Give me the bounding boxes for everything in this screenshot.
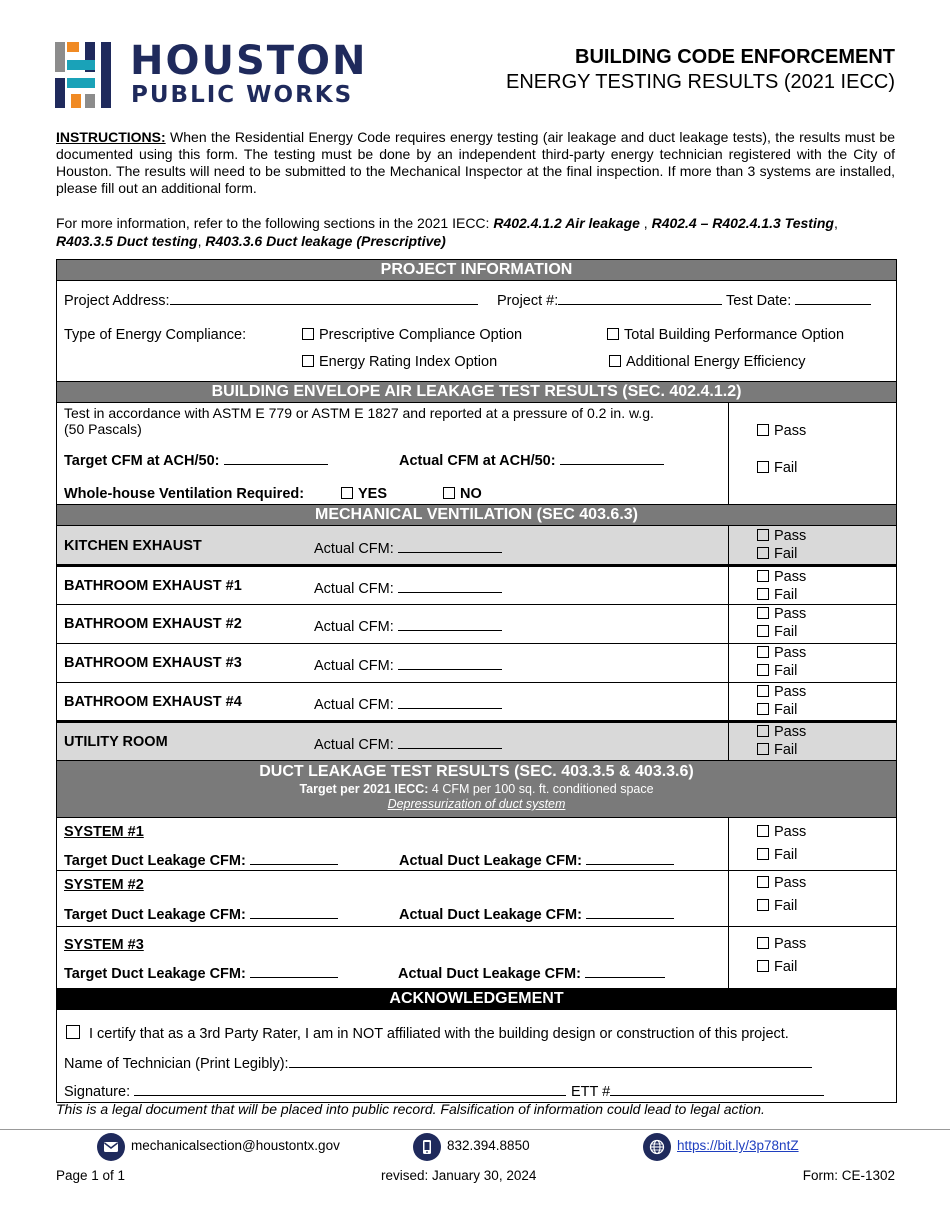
actual-duct-field[interactable] — [398, 963, 665, 982]
project-info-section — [57, 281, 896, 382]
cfm-label: Actual CFM: — [314, 697, 394, 713]
mechanical-ventilation-header: MECHANICAL VENTILATION (SEC 403.6.3) — [57, 505, 896, 526]
pass-checkbox[interactable] — [757, 875, 806, 891]
fail-checkbox[interactable] — [757, 742, 797, 758]
cfm-label: Actual CFM: — [314, 658, 394, 674]
sep: , — [197, 233, 206, 249]
mech-row-label: KITCHEN EXHAUST — [64, 538, 202, 554]
pass-checkbox[interactable] — [757, 824, 806, 840]
pass-label: Pass — [774, 645, 807, 661]
fail-label: Fail — [774, 663, 798, 679]
target-duct-field[interactable] — [64, 904, 338, 923]
duct-system-3 — [57, 927, 896, 989]
project-number-label: Project #: — [497, 293, 559, 309]
duct-pass-fail — [728, 927, 896, 988]
air-pass-checkbox[interactable] — [757, 423, 806, 439]
actual-duct-label: Actual Duct Leakage CFM: — [399, 853, 582, 869]
mech-row-label: BATHROOM EXHAUST #3 — [64, 655, 242, 671]
page-subtitle: ENERGY TESTING RESULTS (2021 IECC) — [506, 71, 895, 93]
fail-label: Fail — [774, 546, 798, 562]
ref-duct-leakage: R403.3.6 Duct leakage (Prescriptive) — [205, 233, 446, 249]
target-duct-label: Target Duct Leakage CFM: — [64, 907, 246, 923]
system-label: SYSTEM #1 — [64, 824, 144, 840]
fail-checkbox[interactable] — [757, 898, 797, 914]
total-building-option-checkbox[interactable] — [607, 327, 844, 343]
globe-icon — [643, 1133, 671, 1161]
target-duct-label: Target Duct Leakage CFM: — [64, 853, 246, 869]
air-leakage-section — [57, 403, 896, 505]
footer-email[interactable]: mechanicalsection@houstontx.gov — [131, 1138, 340, 1153]
pass-label: Pass — [774, 528, 807, 544]
project-address-label: Project Address: — [64, 293, 170, 309]
ventilation-required-label: Whole-house Ventilation Required: — [64, 486, 305, 502]
mech-pass-fail — [728, 526, 896, 564]
actual-duct-label: Actual Duct Leakage CFM: — [398, 966, 581, 982]
mech-pass-fail — [728, 605, 896, 643]
pass-checkbox[interactable] — [757, 528, 806, 544]
mech-row-bath4 — [57, 683, 896, 723]
footer-link[interactable]: https://bit.ly/3p78ntZ — [677, 1138, 799, 1153]
actual-duct-field[interactable] — [399, 850, 674, 869]
target-cfm-field[interactable] — [64, 450, 328, 469]
more-info-prefix: For more information, refer to the following sections in the 2021 IECC: — [56, 215, 494, 231]
duct-leakage-header-block — [57, 761, 896, 818]
mech-row-label: UTILITY ROOM — [64, 734, 168, 750]
acknowledgement-section — [57, 1010, 896, 1102]
technician-name-label: Name of Technician (Print Legibly): — [64, 1056, 289, 1072]
sep: , — [833, 215, 838, 231]
footer-divider — [0, 1129, 950, 1130]
fail-label: Fail — [774, 742, 798, 758]
ref-testing: R402.4 – R402.4.1.3 Testing — [651, 215, 834, 231]
prescriptive-option-checkbox[interactable] — [302, 327, 522, 343]
actual-duct-field[interactable] — [399, 904, 674, 923]
document-header — [506, 46, 895, 94]
fail-label: Fail — [774, 847, 798, 863]
cfm-label: Actual CFM: — [314, 581, 394, 597]
target-duct-field[interactable] — [64, 963, 338, 982]
pass-label: Pass — [774, 423, 807, 439]
mech-row-label: BATHROOM EXHAUST #2 — [64, 616, 242, 632]
logo-mark-icon — [55, 42, 121, 110]
fail-label: Fail — [774, 959, 798, 975]
fail-checkbox[interactable] — [757, 587, 797, 603]
fail-label: Fail — [774, 702, 798, 718]
pass-label: Pass — [774, 724, 807, 740]
fail-label: Fail — [774, 587, 798, 603]
duct-leakage-header: DUCT LEAKAGE TEST RESULTS (SEC. 403.3.5 & 403.3.6) — [259, 763, 694, 780]
note-line2: (50 Pascals) — [64, 421, 142, 437]
fail-checkbox[interactable] — [757, 959, 797, 975]
certify-checkbox[interactable] — [66, 1025, 789, 1042]
logo-text-public-works: PUBLIC WORKS — [131, 82, 354, 108]
duct-pass-fail — [728, 871, 896, 926]
fail-label: Fail — [774, 898, 798, 914]
project-info-header: PROJECT INFORMATION — [57, 260, 896, 281]
duct-target-note — [57, 782, 896, 797]
page-title: BUILDING CODE ENFORCEMENT — [575, 46, 895, 68]
duct-system-2 — [57, 871, 896, 927]
pass-checkbox[interactable] — [757, 645, 806, 661]
technician-name-field[interactable] — [64, 1053, 812, 1072]
mech-cfm-field[interactable] — [314, 655, 502, 674]
air-pass-fail — [728, 403, 896, 504]
email-icon — [97, 1133, 125, 1161]
ventilation-yes-checkbox[interactable] — [341, 486, 387, 502]
mech-cfm-field[interactable] — [314, 694, 502, 713]
project-number-field[interactable] — [497, 290, 722, 309]
ventilation-no-checkbox[interactable] — [443, 486, 482, 502]
fail-checkbox[interactable] — [757, 847, 797, 863]
cfm-label: Actual CFM: — [314, 541, 394, 557]
fail-checkbox[interactable] — [757, 663, 797, 679]
pass-checkbox[interactable] — [757, 569, 806, 585]
test-date-label: Test Date: — [726, 293, 792, 309]
logo-text-houston: HOUSTON — [130, 38, 368, 84]
pass-label: Pass — [774, 936, 807, 952]
system-label: SYSTEM #2 — [64, 877, 144, 893]
certify-text: I certify that as a 3rd Party Rater, I am in NOT affiliated with the building design or construction of this project. — [89, 1026, 789, 1042]
target-cfm-label: Target CFM at ACH/50: — [64, 453, 220, 469]
houston-public-works-logo — [55, 38, 385, 112]
fail-checkbox[interactable] — [757, 624, 797, 640]
more-info — [56, 214, 895, 250]
option-label: Additional Energy Efficiency — [626, 354, 806, 370]
note-line1: Test in accordance with ASTM E 779 or ASTM E 1827 and reported at a pressure of 0.2 in. w.g. — [64, 405, 654, 421]
mech-cfm-field[interactable] — [314, 538, 502, 557]
option-label: Total Building Performance Option — [624, 327, 845, 343]
duct-system-1 — [57, 818, 896, 871]
legal-notice: This is a legal document that will be placed into public record. Falsification of information could lead to legal action. — [56, 1101, 765, 1117]
pass-label: Pass — [774, 606, 807, 622]
ref-air-leakage: R402.4.1.2 Air leakage — [493, 215, 640, 231]
mech-pass-fail — [728, 723, 896, 760]
form-number: Form: CE-1302 — [802, 1168, 895, 1183]
mech-pass-fail — [728, 644, 896, 682]
fail-checkbox[interactable] — [757, 702, 797, 718]
mech-cfm-field[interactable] — [314, 578, 502, 597]
pass-checkbox[interactable] — [757, 936, 806, 952]
depressurization-note: Depressurization of duct system — [387, 797, 566, 811]
project-address-field[interactable] — [64, 290, 478, 309]
revised-date: revised: January 30, 2024 — [381, 1168, 537, 1183]
mech-row-bath2 — [57, 605, 896, 644]
actual-duct-label: Actual Duct Leakage CFM: — [399, 907, 582, 923]
mech-row-bath1 — [57, 567, 896, 605]
mech-pass-fail — [728, 567, 896, 604]
sep: , — [639, 215, 652, 231]
mech-pass-fail — [728, 683, 896, 720]
fail-checkbox[interactable] — [757, 546, 797, 562]
footer-phone[interactable]: 832.394.8850 — [447, 1138, 530, 1153]
cfm-label: Actual CFM: — [314, 619, 394, 635]
phone-icon — [413, 1133, 441, 1161]
acknowledgement-header: ACKNOWLEDGEMENT — [57, 989, 896, 1010]
pass-checkbox[interactable] — [757, 684, 806, 700]
fail-label: Fail — [774, 460, 798, 476]
actual-cfm-field[interactable] — [399, 450, 664, 469]
additional-efficiency-option-checkbox[interactable] — [609, 354, 805, 370]
page-number: Page 1 of 1 — [56, 1168, 126, 1183]
compliance-label: Type of Energy Compliance: — [64, 327, 247, 343]
pass-checkbox[interactable] — [757, 724, 806, 740]
pass-label: Pass — [774, 824, 807, 840]
mech-row-label: BATHROOM EXHAUST #4 — [64, 694, 242, 710]
air-fail-checkbox[interactable] — [757, 460, 797, 476]
pass-label: Pass — [774, 875, 807, 891]
no-label: NO — [460, 486, 482, 502]
pass-checkbox[interactable] — [757, 606, 806, 622]
ett-label: ETT # — [571, 1084, 611, 1100]
air-leakage-note — [64, 405, 654, 437]
mech-row-label: BATHROOM EXHAUST #1 — [64, 578, 242, 594]
instructions-text: When the Residential Energy Code requires energy testing (air leakage and duct leakage tests), the results must be documented using this form. The testing must be done by an independent third-party energy technician registered with the City of Houston. The results will need to be submitted to the Mechanical Inspector at the final inspection. If more than 3 systems are installed, please fill out an additional form. — [56, 129, 895, 196]
mech-row-bath3 — [57, 644, 896, 683]
instructions — [56, 129, 895, 197]
pass-label: Pass — [774, 684, 807, 700]
option-label: Prescriptive Compliance Option — [319, 327, 523, 343]
air-leakage-header: BUILDING ENVELOPE AIR LEAKAGE TEST RESULTS (SEC. 402.4.1.2) — [57, 382, 896, 403]
cfm-label: Actual CFM: — [314, 737, 394, 753]
actual-cfm-label: Actual CFM at ACH/50: — [399, 453, 556, 469]
instructions-label: INSTRUCTIONS: — [56, 129, 166, 145]
signature-label: Signature: — [64, 1084, 131, 1100]
duct-target-bold: Target per 2021 IECC: — [299, 782, 429, 796]
duct-target-text: 4 CFM per 100 sq. ft. conditioned space — [428, 782, 654, 796]
duct-pass-fail — [728, 818, 896, 870]
fail-label: Fail — [774, 624, 798, 640]
ref-duct-testing: R403.3.5 Duct testing — [56, 233, 198, 249]
energy-testing-form — [56, 259, 897, 1103]
target-duct-field[interactable] — [64, 850, 338, 869]
yes-label: YES — [358, 486, 388, 502]
ett-field[interactable] — [571, 1081, 824, 1100]
signature-field[interactable] — [64, 1081, 566, 1100]
energy-rating-option-checkbox[interactable] — [302, 354, 497, 370]
mech-cfm-field[interactable] — [314, 734, 502, 753]
system-label: SYSTEM #3 — [64, 937, 144, 953]
mech-row-utility — [57, 723, 896, 761]
mech-row-kitchen — [57, 526, 896, 567]
target-duct-label: Target Duct Leakage CFM: — [64, 966, 246, 982]
test-date-field[interactable] — [726, 290, 871, 309]
pass-label: Pass — [774, 569, 807, 585]
option-label: Energy Rating Index Option — [319, 354, 498, 370]
mech-cfm-field[interactable] — [314, 616, 502, 635]
mech-rows — [57, 526, 896, 761]
